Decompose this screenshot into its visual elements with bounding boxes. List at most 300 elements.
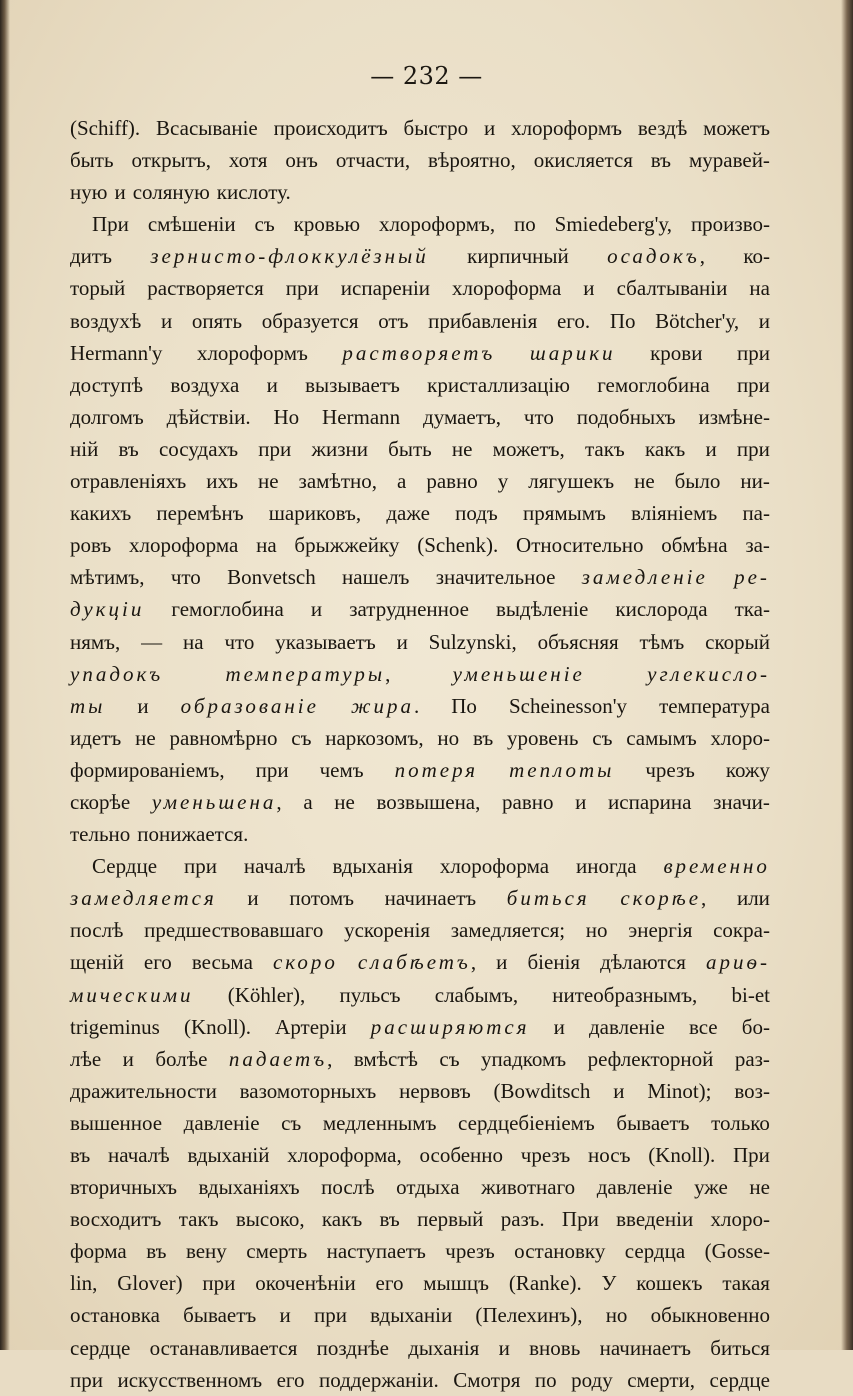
plain-text: съ xyxy=(291,725,312,750)
word xyxy=(651,144,671,176)
plain-text: останавливается xyxy=(149,1335,298,1360)
plain-text: вторичныхъ xyxy=(70,1175,177,1200)
word xyxy=(184,1011,251,1043)
plain-text: вдыханіяхъ xyxy=(198,1175,300,1200)
word xyxy=(620,882,706,914)
word xyxy=(277,1364,305,1396)
emphasized-text: зернисто-флоккулёзный xyxy=(150,244,429,269)
word xyxy=(332,850,412,882)
word xyxy=(229,144,267,176)
plain-text: кирпичный xyxy=(467,244,569,269)
word xyxy=(70,690,105,722)
plain-text: Scheinesson'у xyxy=(508,693,628,718)
word xyxy=(419,1139,503,1171)
plain-text: , xyxy=(699,244,705,269)
plain-text: искусственномъ xyxy=(117,1367,263,1392)
plain-text: упадкомъ xyxy=(481,1046,567,1071)
word xyxy=(655,305,739,337)
word xyxy=(247,882,258,914)
plain-text: шариковъ, xyxy=(268,501,362,526)
plain-text: долгомъ xyxy=(70,404,144,429)
plain-text: не xyxy=(258,469,279,494)
plain-text: можетъ xyxy=(703,116,770,140)
word xyxy=(236,1203,305,1235)
word xyxy=(70,305,141,337)
plain-text: При xyxy=(733,1143,770,1167)
word xyxy=(322,401,400,433)
word xyxy=(314,1299,347,1331)
word xyxy=(281,1107,301,1139)
word xyxy=(339,979,400,1011)
word xyxy=(691,208,770,240)
word xyxy=(597,369,709,401)
plain-text: подъ xyxy=(455,501,498,526)
plain-text: По xyxy=(451,693,477,718)
word xyxy=(70,626,120,658)
plain-text: разъ. xyxy=(500,1207,545,1232)
word xyxy=(759,305,770,337)
word xyxy=(70,1075,217,1107)
plain-text: дѣйствіи. xyxy=(166,404,251,429)
plain-text: наркозомъ, xyxy=(325,725,424,750)
plain-text: и xyxy=(483,116,496,140)
word xyxy=(726,754,770,786)
word xyxy=(70,561,145,593)
word xyxy=(557,305,590,337)
word xyxy=(501,1203,545,1235)
word xyxy=(473,722,493,754)
plain-text: воз- xyxy=(734,1078,770,1103)
plain-text: какъ xyxy=(321,1207,363,1232)
text-line xyxy=(70,818,770,850)
word xyxy=(399,1075,471,1107)
word xyxy=(509,690,627,722)
word xyxy=(502,786,553,818)
word xyxy=(417,529,498,561)
plain-text: Sulzynski, xyxy=(428,629,517,654)
word xyxy=(70,497,131,529)
plain-text: при xyxy=(255,757,289,782)
word xyxy=(576,850,637,882)
word xyxy=(341,272,430,304)
word xyxy=(258,465,279,497)
plain-text: — xyxy=(141,629,163,654)
plain-text: по xyxy=(534,1367,557,1392)
plain-text: что xyxy=(224,629,255,654)
plain-text: въ xyxy=(379,1207,400,1232)
plain-text: щеній xyxy=(70,950,124,975)
emphasized-text: скорѣе xyxy=(620,886,702,911)
word xyxy=(150,1332,298,1364)
plain-text: первый xyxy=(417,1207,484,1232)
word xyxy=(511,112,622,144)
plain-text: біенія xyxy=(527,950,581,975)
word xyxy=(651,1299,770,1331)
word xyxy=(119,433,139,465)
plain-text: окисляется xyxy=(533,148,633,173)
word xyxy=(206,465,238,497)
word xyxy=(267,369,278,401)
word xyxy=(144,946,172,978)
plain-text: при xyxy=(736,340,770,365)
plain-text: обыкновенно xyxy=(650,1303,770,1328)
word xyxy=(606,1299,628,1331)
plain-text: ихъ xyxy=(206,469,239,494)
plain-text: пульсъ xyxy=(339,982,401,1007)
word xyxy=(496,593,588,625)
word xyxy=(499,1332,510,1364)
word xyxy=(514,1235,605,1267)
word xyxy=(150,240,428,272)
text-line xyxy=(70,144,770,176)
word xyxy=(577,401,676,433)
word xyxy=(528,465,614,497)
plain-text: ко- xyxy=(743,244,770,269)
plain-text: можетъ, xyxy=(492,436,565,461)
plain-text: значи- xyxy=(713,789,770,814)
word xyxy=(285,144,318,176)
word xyxy=(493,433,565,465)
word xyxy=(202,1267,235,1299)
plain-text: быстро xyxy=(403,116,469,140)
word xyxy=(183,1299,256,1331)
plain-text: Всасываніе xyxy=(156,116,258,140)
plain-text: и xyxy=(310,597,323,622)
plain-text: и xyxy=(705,436,717,461)
plain-text: при xyxy=(183,854,217,879)
word xyxy=(287,1139,402,1171)
word xyxy=(582,561,708,593)
word xyxy=(156,497,243,529)
plain-text: Смотря xyxy=(453,1367,521,1392)
word xyxy=(385,882,476,914)
page-number: — 232 — xyxy=(370,62,483,90)
plain-text: объясняя xyxy=(537,629,619,654)
text-line xyxy=(70,561,770,593)
plain-text: соляную xyxy=(132,180,210,205)
plain-text: вездѣ xyxy=(637,116,688,140)
word xyxy=(70,914,123,946)
plain-text: его xyxy=(143,950,172,975)
word xyxy=(737,433,770,465)
plain-text: какъ xyxy=(644,436,686,461)
plain-text: брыжжейку xyxy=(294,533,400,558)
plain-text: форма xyxy=(70,1239,127,1264)
word xyxy=(70,529,111,561)
page-edge-left xyxy=(0,0,10,1350)
word xyxy=(638,112,687,144)
word xyxy=(436,561,556,593)
plain-text: и xyxy=(122,1046,134,1071)
plain-text: замѣтно, xyxy=(298,469,378,494)
word xyxy=(114,176,125,208)
word xyxy=(161,305,172,337)
plain-text: съ xyxy=(439,1046,460,1071)
text-line xyxy=(70,1011,770,1043)
emphasized-text: уменьшеніе xyxy=(452,661,585,686)
word xyxy=(380,1203,400,1235)
plain-text: слабымъ, xyxy=(434,982,519,1007)
emphasized-text: образованіе xyxy=(180,693,319,718)
word xyxy=(467,240,569,272)
word xyxy=(184,1107,260,1139)
text-line xyxy=(70,1364,770,1396)
text-line xyxy=(70,1139,770,1171)
emphasized-text: теплоты xyxy=(509,757,615,782)
plain-text: при xyxy=(258,436,292,461)
plain-text: и xyxy=(266,372,278,397)
word xyxy=(426,465,477,497)
word xyxy=(305,369,400,401)
word xyxy=(395,754,478,786)
word xyxy=(451,690,477,722)
word xyxy=(184,850,217,882)
word xyxy=(659,690,770,722)
word xyxy=(286,272,319,304)
word xyxy=(507,882,590,914)
word xyxy=(275,626,375,658)
word xyxy=(269,497,361,529)
word xyxy=(147,272,263,304)
word xyxy=(481,1043,566,1075)
plain-text: но xyxy=(437,725,460,750)
word xyxy=(445,1235,494,1267)
plain-text: ни- xyxy=(740,469,770,494)
plain-text: самымъ xyxy=(626,725,697,750)
plain-text: гемоглобина xyxy=(597,372,710,397)
plain-text: сосудахъ xyxy=(158,436,239,461)
plain-text: образуется xyxy=(261,308,359,333)
plain-text: остановка xyxy=(70,1303,160,1328)
plain-text: мышцъ xyxy=(423,1271,489,1296)
emphasized-text: мическими xyxy=(70,982,194,1007)
word xyxy=(144,914,323,946)
plain-text: и xyxy=(553,1014,565,1039)
word xyxy=(516,529,643,561)
plain-text: вдыханіи xyxy=(370,1303,453,1328)
plain-text: хлороформа xyxy=(452,276,562,301)
text-line xyxy=(70,369,770,401)
word xyxy=(256,754,289,786)
plain-text: сердце xyxy=(709,1367,770,1392)
plain-text: но xyxy=(605,1303,628,1328)
word xyxy=(423,401,501,433)
word xyxy=(722,1267,770,1299)
plain-text: при xyxy=(736,372,770,397)
plain-text: скорый xyxy=(705,629,770,654)
word xyxy=(440,850,549,882)
emphasized-text: биться xyxy=(506,886,590,911)
word xyxy=(451,914,565,946)
word xyxy=(135,722,156,754)
text-line xyxy=(70,1235,770,1267)
emphasized-text: временно xyxy=(663,854,770,879)
plain-text: давленіе xyxy=(183,1110,260,1135)
plain-text: равномѣрно xyxy=(169,725,278,750)
plain-text: открытъ, xyxy=(131,148,211,173)
plain-text: уже xyxy=(694,1175,728,1200)
word xyxy=(616,1107,689,1139)
word xyxy=(404,112,469,144)
plain-text: ровъ xyxy=(70,533,112,558)
plain-text: въ xyxy=(70,1143,91,1167)
text-line xyxy=(70,1267,770,1299)
plain-text: Glover) xyxy=(117,1271,183,1296)
word xyxy=(534,144,633,176)
word xyxy=(423,1267,489,1299)
plain-text: въ xyxy=(472,725,494,750)
word xyxy=(737,369,770,401)
word xyxy=(224,626,254,658)
plain-text: вдыханія xyxy=(332,854,413,879)
word xyxy=(749,272,770,304)
plain-text: жизни xyxy=(311,436,368,461)
plain-text: (Köhler), xyxy=(227,982,306,1007)
plain-text: такая xyxy=(722,1271,770,1296)
plain-text: начинаетъ xyxy=(599,1335,692,1360)
plain-text: даже xyxy=(386,501,430,526)
word xyxy=(323,1107,437,1139)
word xyxy=(152,786,282,818)
text-line xyxy=(70,850,770,882)
word xyxy=(742,1011,770,1043)
plain-text: вѣроятно, xyxy=(428,148,516,173)
word xyxy=(740,465,769,497)
word xyxy=(274,401,300,433)
word xyxy=(325,722,423,754)
word xyxy=(167,401,251,433)
plain-text: давленіе xyxy=(596,1175,673,1200)
word xyxy=(70,1171,177,1203)
plain-text: позднѣе xyxy=(316,1335,389,1360)
word xyxy=(70,1011,160,1043)
plain-text: опять xyxy=(191,308,243,333)
plain-text: съ xyxy=(254,212,275,237)
word xyxy=(244,850,306,882)
plain-text: скорѣе xyxy=(70,789,131,814)
emphasized-text: ты xyxy=(70,693,106,718)
word xyxy=(227,561,316,593)
plain-text: происходитъ xyxy=(273,116,388,140)
plain-text: что xyxy=(170,565,201,590)
word xyxy=(141,626,162,658)
word xyxy=(583,272,594,304)
text-line xyxy=(70,176,770,208)
plain-text: отравленіяхъ xyxy=(70,469,187,494)
emphasized-text: потеря xyxy=(394,757,479,782)
emphasized-text: падаетъ xyxy=(228,1046,328,1071)
word xyxy=(592,722,612,754)
word xyxy=(228,979,306,1011)
word xyxy=(417,1203,483,1235)
plain-text: и xyxy=(496,950,508,975)
emphasized-text: уменьшена xyxy=(151,789,277,814)
word xyxy=(262,305,359,337)
word xyxy=(509,1267,582,1299)
word xyxy=(589,1011,665,1043)
word xyxy=(647,658,770,690)
plain-text: измѣне- xyxy=(698,404,770,429)
word xyxy=(453,658,585,690)
text-line xyxy=(70,1107,770,1139)
plain-text: вену xyxy=(185,1239,227,1264)
plain-text: торый xyxy=(70,276,126,301)
word xyxy=(291,722,311,754)
plain-text: все xyxy=(688,1014,718,1039)
plain-text: lin, xyxy=(70,1271,98,1296)
plain-text: предшествовавшаго xyxy=(144,918,324,943)
plain-text: кислорода xyxy=(615,597,708,622)
plain-text: trigeminus xyxy=(70,1014,160,1039)
plain-text: но xyxy=(585,918,608,943)
text-line xyxy=(70,1043,770,1075)
word xyxy=(336,144,410,176)
word xyxy=(663,850,769,882)
plain-text: Артеріи xyxy=(275,1014,347,1039)
plain-text: испарина xyxy=(608,789,692,814)
word xyxy=(452,272,561,304)
word xyxy=(555,208,672,240)
plain-text: роду xyxy=(571,1367,613,1392)
plain-text: Hermann'у xyxy=(70,340,163,365)
word xyxy=(70,1107,162,1139)
plain-text: высоко, xyxy=(235,1207,305,1232)
word xyxy=(133,176,210,208)
plain-text: Bötcher'у, xyxy=(655,308,740,333)
emphasized-text: температуры xyxy=(225,661,386,686)
word xyxy=(628,914,692,946)
text-line xyxy=(70,1171,770,1203)
plain-text: Smiedeberg'у, xyxy=(554,212,673,237)
plain-text: нервовъ xyxy=(399,1078,471,1103)
text-line xyxy=(70,529,770,561)
plain-text: растворяется xyxy=(147,276,264,301)
plain-text: (Knoll). xyxy=(183,1014,252,1039)
word xyxy=(181,690,319,722)
word xyxy=(70,722,121,754)
word xyxy=(342,337,495,369)
emphasized-text: осадокъ xyxy=(607,244,700,269)
word xyxy=(294,208,360,240)
word xyxy=(507,722,578,754)
plain-text: при xyxy=(313,1303,347,1328)
word xyxy=(334,786,355,818)
plain-text: какихъ xyxy=(70,501,132,526)
plain-text: бываетъ xyxy=(616,1110,690,1135)
plain-text: чрезъ xyxy=(645,757,695,782)
word xyxy=(530,337,616,369)
plain-text: , xyxy=(385,661,391,686)
plain-text: вдыханій xyxy=(187,1143,270,1167)
plain-text: и xyxy=(247,886,259,911)
word xyxy=(70,401,144,433)
plain-text: и xyxy=(160,308,173,333)
plain-text: такъ xyxy=(584,436,625,461)
word xyxy=(274,112,388,144)
plain-text: сердцебіеніемъ xyxy=(458,1110,595,1135)
word xyxy=(733,1139,770,1171)
plain-text: Bonvetsch xyxy=(227,565,316,590)
text-line xyxy=(70,208,770,240)
plain-text: отъ xyxy=(378,308,409,333)
word xyxy=(354,1043,418,1075)
word xyxy=(225,658,390,690)
word xyxy=(70,1299,160,1331)
emphasized-text: жира xyxy=(350,693,414,718)
plain-text: быть xyxy=(388,436,432,461)
plain-text: равно xyxy=(502,789,554,814)
word xyxy=(742,497,770,529)
